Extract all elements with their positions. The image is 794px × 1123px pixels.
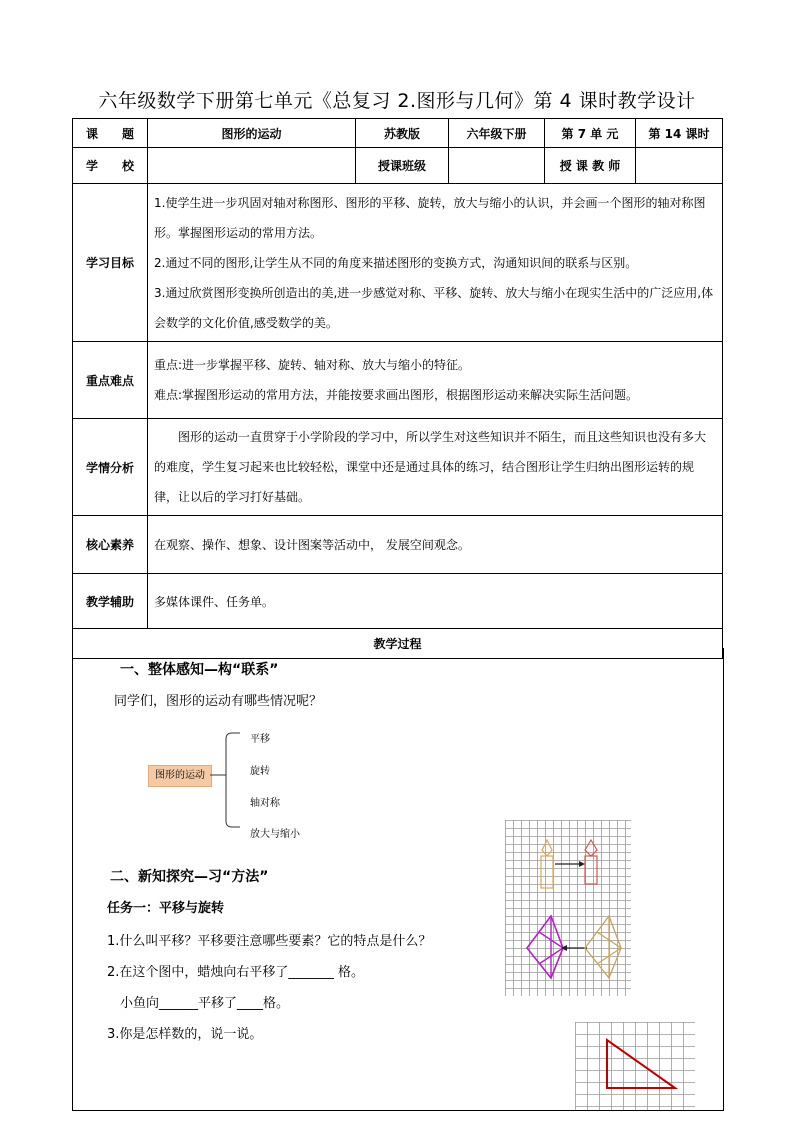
question-3: 3.你是怎样数的，说一说。	[107, 1027, 263, 1042]
grade: 六年级下册	[449, 119, 545, 148]
class-label: 授课班级	[356, 148, 449, 184]
branch-symmetry: 轴对称	[250, 798, 280, 809]
fish-arrow	[561, 945, 587, 951]
analysis-label: 学情分析	[73, 419, 148, 516]
period: 第 14 课时	[636, 119, 723, 148]
section1-title: 一、整体感知—构“联系”	[120, 662, 279, 678]
aids-label: 教学辅助	[73, 574, 148, 629]
keypoints-label: 重点难点	[73, 342, 148, 419]
school-label: 学 校	[73, 148, 148, 184]
process-label: 教学过程	[73, 629, 723, 659]
literacy-label: 核心素养	[73, 516, 148, 574]
teacher-value	[636, 148, 723, 184]
diagram-bracket	[210, 725, 250, 835]
goals-cell	[148, 184, 723, 342]
branch-rotation: 旋转	[250, 766, 270, 777]
candle-original	[541, 840, 553, 888]
branch-scaling: 放大与缩小	[250, 829, 300, 840]
goal-3: 3.通过欣赏图形变换所创造出的美,进一步感觉对称、平移、旋转、放大与缩小在现实生活中的广泛应用,体会数学的文化价值,感受数学的美。	[154, 285, 714, 330]
fish-moved	[585, 916, 621, 978]
unit: 第 7 单 元	[545, 119, 636, 148]
publisher: 苏教版	[356, 119, 449, 148]
triangle-grid	[575, 1022, 695, 1110]
fish-original	[527, 916, 563, 978]
branch-translation: 平移	[250, 734, 270, 745]
keypoints-cell	[148, 342, 723, 419]
teacher-label: 授 课 教 师	[545, 148, 636, 184]
school-value	[148, 148, 356, 184]
diagram-root: 图形的运动	[148, 765, 212, 787]
section2-title: 二、新知探究—习“方法”	[110, 869, 269, 885]
translation-grid	[505, 820, 631, 996]
goal-1: 1.使学生进一步巩固对轴对称图形、图形的平移、旋转，放大与缩小的认识，并会画一个图形的轴对称图形。掌握图形运动的常用方法。	[154, 195, 706, 240]
course-label: 课 题	[73, 119, 148, 148]
section1-question: 同学们，图形的运动有哪些情况呢？	[114, 694, 323, 709]
translation-arrow	[555, 861, 585, 867]
page-title: 六年级数学下册第七单元《总复习 2.图形与几何》第 4 课时教学设计	[98, 90, 696, 112]
class-value	[449, 148, 545, 184]
question-1: 1.什么叫平移？平移要注意哪些要素？它的特点是什么？	[107, 934, 432, 949]
question-2b: 小鱼向______平移了____格。	[120, 996, 290, 1011]
course-value: 图形的运动	[148, 119, 356, 148]
lesson-plan-table	[72, 118, 723, 659]
task1-title: 任务一：平移与旋转	[107, 901, 225, 916]
difficulty-text: 难点:掌握图形运动的常用方法，并能按要求画出图形，根据图形运动来解决实际生活问题。	[154, 388, 639, 402]
goals-label: 学习目标	[73, 184, 148, 342]
candle-moved	[585, 840, 597, 884]
analysis-text: 图形的运动一直贯穿于小学阶段的学习中，所以学生对这些知识并不陌生，而且这些知识也没有多大的难度，学生复习起来也比较轻松，课堂中还是通过具体的练习，结合图形让学生归纳出图形运转的规律，让以后的学习打好基础。	[148, 419, 723, 516]
literacy-text: 在观察、操作、想象、设计图案等活动中， 发展空间观念。	[148, 516, 723, 574]
goal-2: 2.通过不同的图形,让学生从不同的角度来描述图形的变换方式，沟通知识间的联系与区别。	[154, 255, 638, 270]
aids-text: 多媒体课件、任务单。	[148, 574, 723, 629]
grid-lines	[575, 1022, 695, 1110]
question-2: 2.在这个图中，蜡烛向右平移了_______ 格。	[107, 965, 365, 980]
focus-text: 重点:进一步掌握平移、旋转、轴对称、放大与缩小的特征。	[154, 358, 471, 372]
